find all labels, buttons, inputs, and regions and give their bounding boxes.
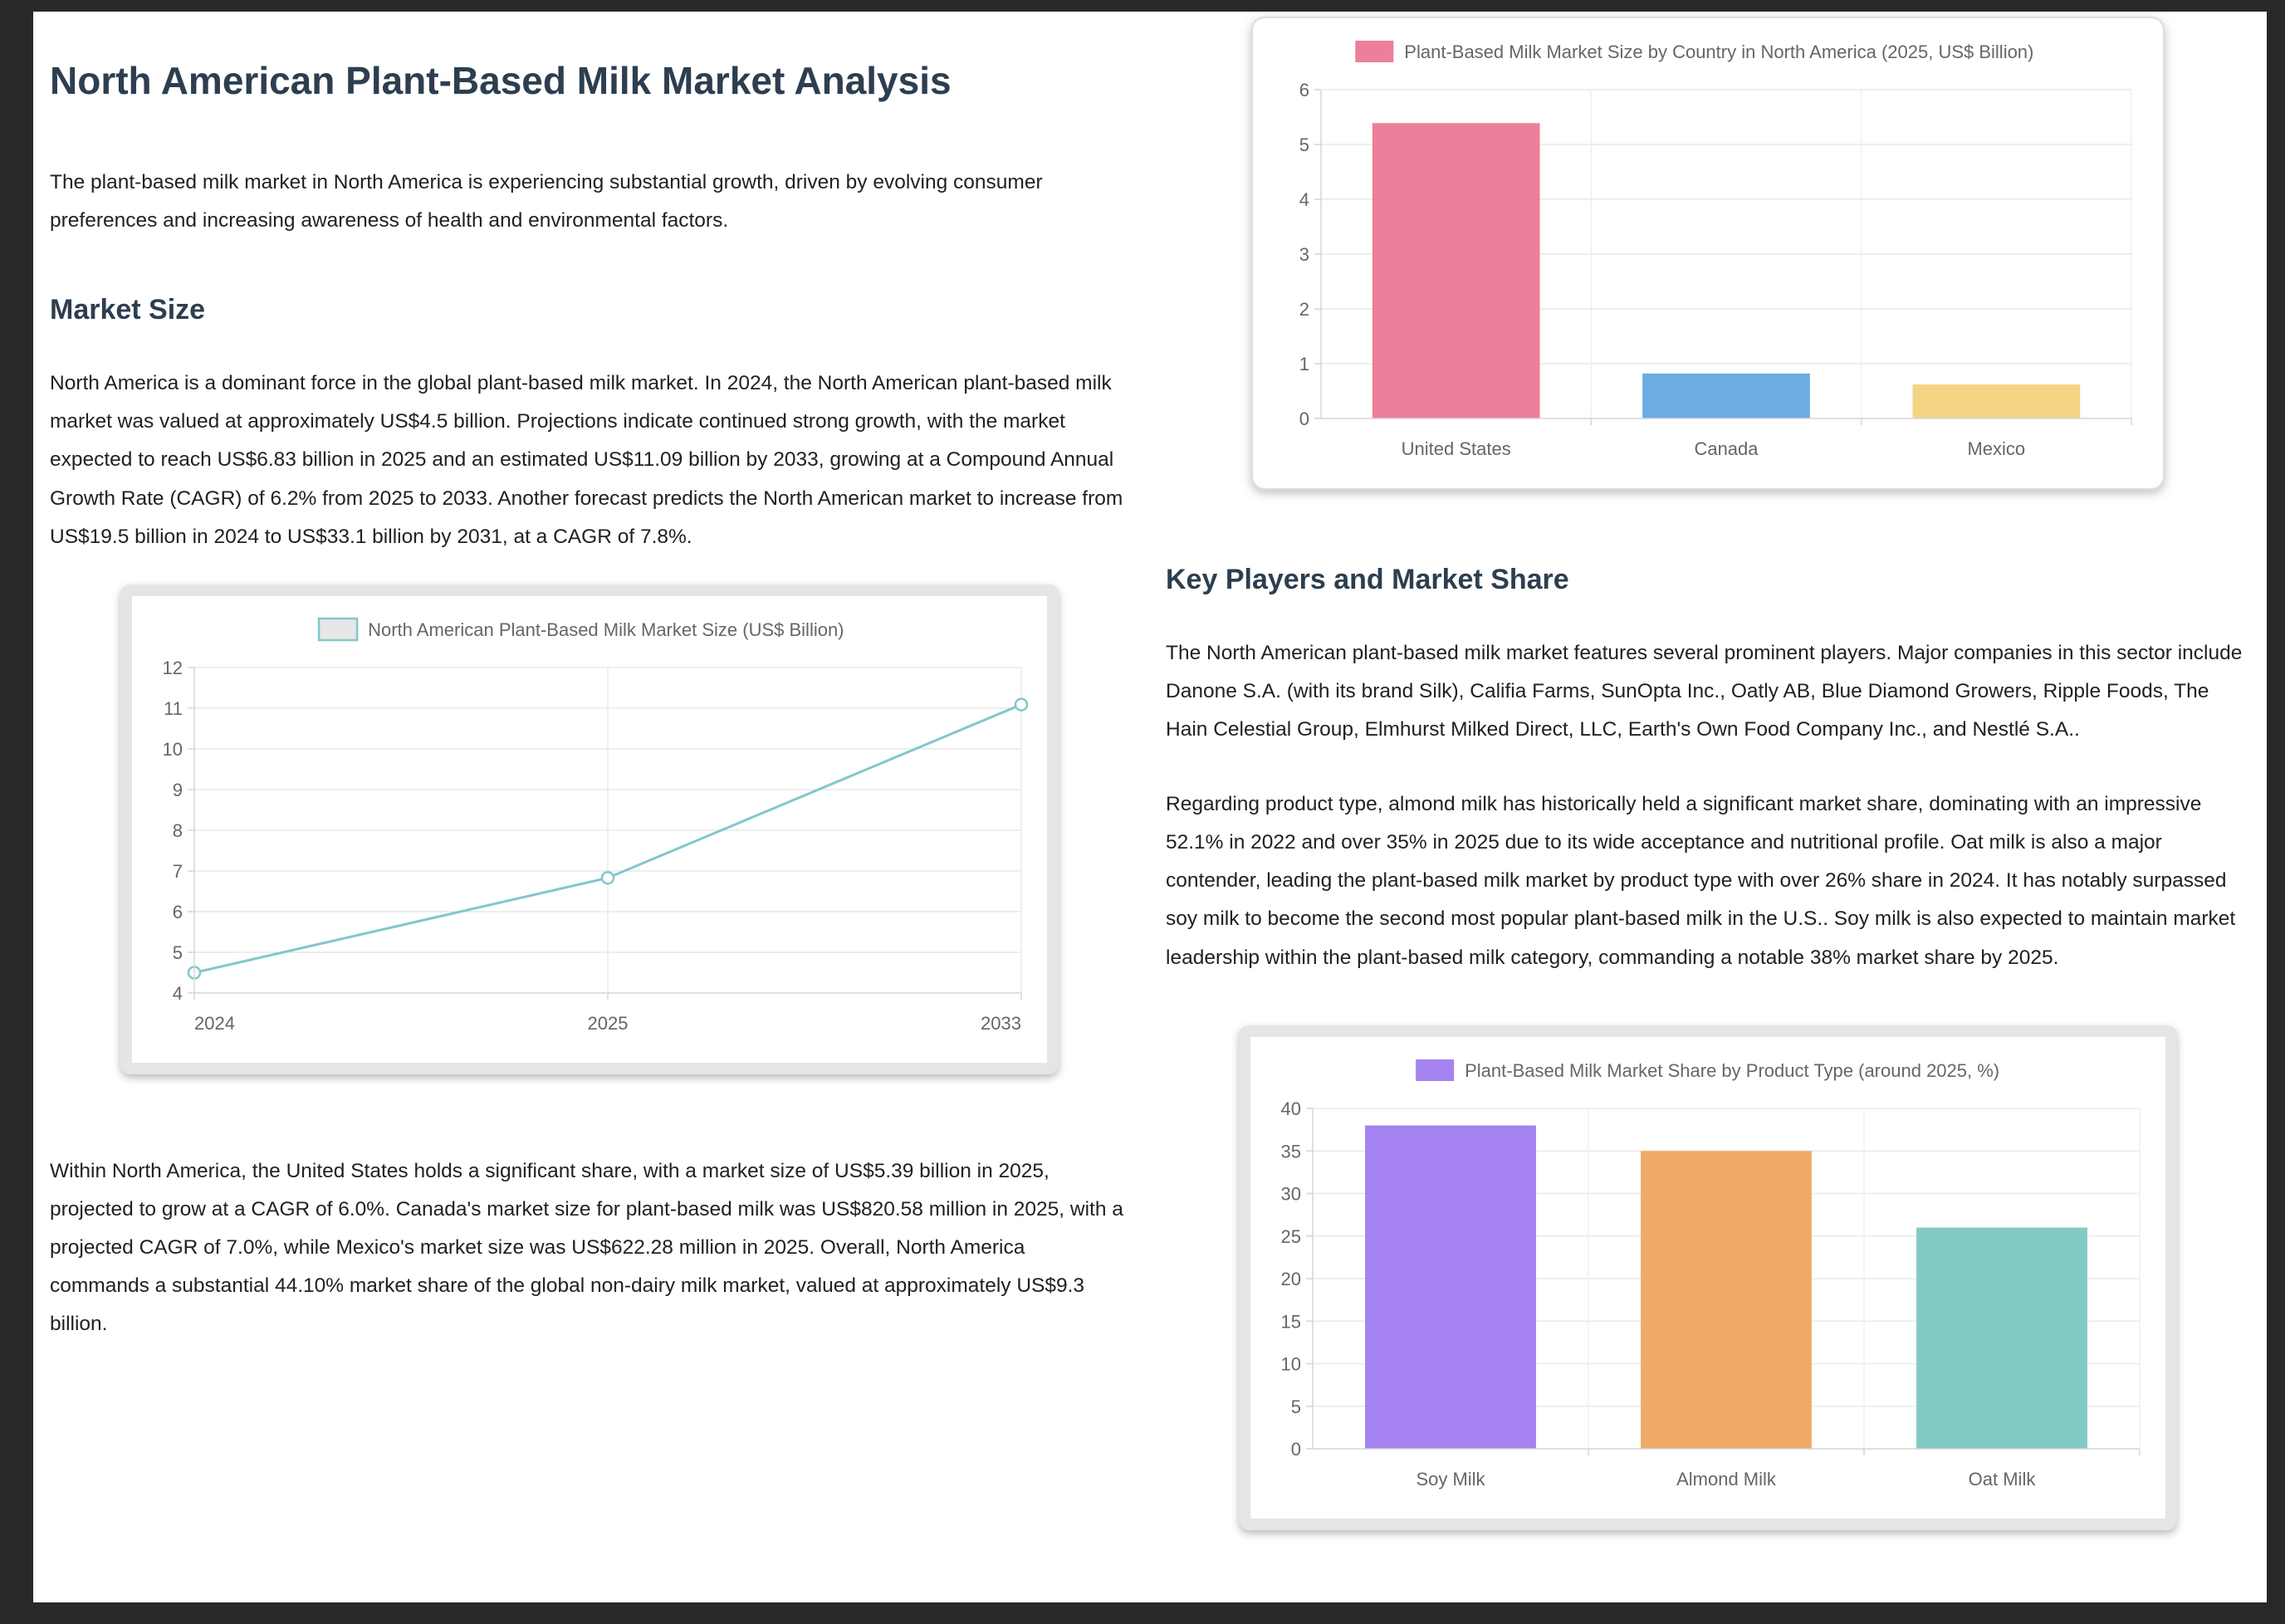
left-column xyxy=(50,12,1129,1602)
svg-text:9: 9 xyxy=(172,779,183,800)
svg-text:0: 0 xyxy=(1299,408,1309,429)
svg-text:2033: 2033 xyxy=(981,1012,1021,1034)
svg-text:North American Plant-Based Mil: North American Plant-Based Milk Market Size (US$ Billion) xyxy=(368,619,844,640)
svg-text:6: 6 xyxy=(1299,80,1309,100)
svg-text:40: 40 xyxy=(1280,1098,1301,1119)
svg-text:12: 12 xyxy=(162,657,183,678)
svg-text:25: 25 xyxy=(1280,1225,1301,1247)
market-size-chart-card xyxy=(120,585,1059,1074)
svg-text:1: 1 xyxy=(1299,354,1309,374)
svg-text:Almond Milk: Almond Milk xyxy=(1676,1468,1776,1489)
market-size-paragraph: North America is a dominant force in the global plant-based milk market. In 2024, the North American plant-based milk market was valued at approximately US$4.5 billion. Projections indicate continued strong growth, with the market expected to reach US$6.83 billion in 2025 and an estimated US$11.09 billion by 2033, growing at a Compound Annual Growth Rate (CAGR) of 6.2% from 2025 to 2033. Another forecast predicts the North American market to increase from US$19.5 billion in 2024 to US$33.1 billion by 2031, at a CAGR of 7.8%. xyxy=(50,372,1123,548)
svg-text:10: 10 xyxy=(1280,1353,1301,1375)
svg-text:Plant-Based Milk Market Size b: Plant-Based Milk Market Size by Country in North America (2025, US$ Billion) xyxy=(1404,42,2034,62)
svg-text:11: 11 xyxy=(164,697,183,719)
svg-text:4: 4 xyxy=(1299,189,1309,210)
svg-text:5: 5 xyxy=(172,942,183,963)
svg-text:2: 2 xyxy=(1299,299,1309,320)
product-bar-chart[interactable] xyxy=(1251,1037,2165,1519)
svg-text:20: 20 xyxy=(1280,1268,1301,1289)
svg-text:7: 7 xyxy=(172,860,183,882)
document-page xyxy=(33,12,2267,1602)
heading-market-size: Market Size xyxy=(50,294,206,326)
svg-text:United States: United States xyxy=(1401,438,1511,459)
svg-text:10: 10 xyxy=(162,738,183,760)
svg-text:5: 5 xyxy=(1290,1396,1301,1417)
svg-text:15: 15 xyxy=(1280,1310,1301,1332)
svg-text:4: 4 xyxy=(172,982,183,1004)
svg-text:Soy Milk: Soy Milk xyxy=(1416,1468,1485,1489)
svg-text:2024: 2024 xyxy=(194,1012,235,1034)
svg-text:Oat Milk: Oat Milk xyxy=(1968,1468,2036,1489)
intro-paragraph: The plant-based milk market in North America is experiencing substantial growth, driven by evolving consumer preferences and increasing awareness of health and environmental factors. xyxy=(50,171,1043,232)
svg-text:3: 3 xyxy=(1299,244,1309,265)
page-title: North American Plant-Based Milk Market Analysis xyxy=(50,59,952,102)
key-players-paragraph: The North American plant-based milk market features several prominent players. Major companies in this sector include Danone S.A. (with its brand Silk), Califia Farms, SunOpta Inc., Oatly AB, Blue Diamond Growers, Ripple Foods, The Hain Celestial Group, Elmhurst Milked Direct, LLC, Earth's Own Food Company Inc., and Nestlé S.A.. xyxy=(1166,642,2243,741)
svg-text:2025: 2025 xyxy=(587,1012,629,1034)
svg-text:0: 0 xyxy=(1290,1438,1301,1460)
svg-text:Plant-Based Milk Market Share: Plant-Based Milk Market Share by Product Type (around 2025, %) xyxy=(1465,1059,2000,1081)
svg-text:35: 35 xyxy=(1280,1140,1301,1162)
svg-text:30: 30 xyxy=(1280,1183,1301,1205)
country-bar-chart[interactable] xyxy=(1260,18,2156,488)
product-chart-card xyxy=(1239,1025,2177,1530)
market-size-line-chart[interactable] xyxy=(133,596,1046,1063)
heading-key-players: Key Players and Market Share xyxy=(1166,564,1569,595)
svg-text:Mexico: Mexico xyxy=(1967,438,2026,459)
right-column xyxy=(1166,12,2250,1602)
svg-text:5: 5 xyxy=(1299,135,1309,155)
svg-text:6: 6 xyxy=(172,901,183,922)
svg-text:8: 8 xyxy=(172,819,183,841)
country-breakdown-paragraph: Within North America, the United States holds a significant share, with a market size of US$5.39 billion in 2025, projected to grow at a CAGR of 6.0%. Canada's market size for plant-based milk was US$820.58 million in 2025, with a projected CAGR of 7.0%, while Mexico's market size was US$622.28 million in 2025. Overall, North America commands a substantial 44.10% market share of the global non-dairy milk market, valued at approximately US$9.3 billion. xyxy=(50,1159,1123,1335)
svg-text:Canada: Canada xyxy=(1694,438,1759,459)
product-type-paragraph: Regarding product type, almond milk has historically held a significant market share, dominating with an impressive 52.1% in 2022 and over 35% in 2025 due to its wide acceptance and nutritional profile. Oat milk is also a major contender, leading the plant-based milk market by product type with over 26% share in 2024. It has notably surpassed soy milk to become the second most popular plant-based milk in the U.S.. Soy milk is also expected to maintain market leadership within the plant-based milk category, commanding a notable 38% market share by 2025. xyxy=(1166,793,2236,969)
country-chart-card xyxy=(1251,17,2165,490)
